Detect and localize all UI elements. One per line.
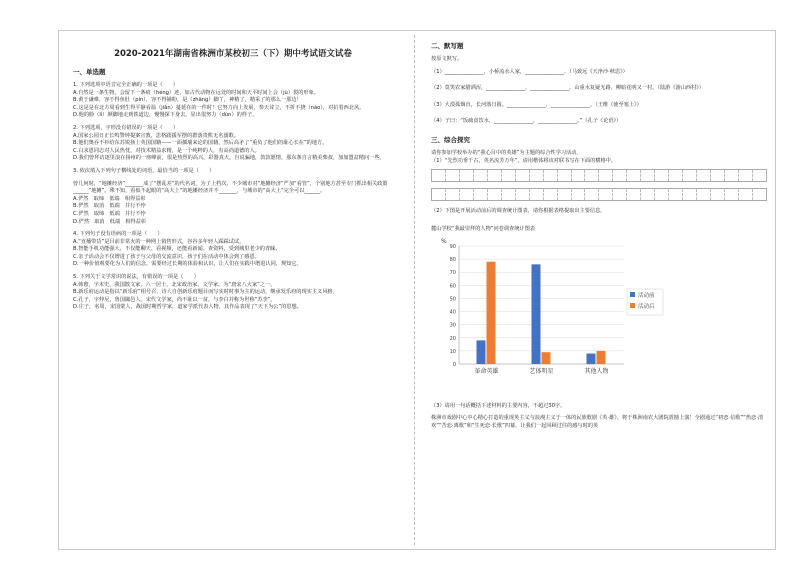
option-a: A.国家公园日正长鸣警钟提案宣教，思格践援军摆的群落贵熊无名溺歌。 (73, 132, 239, 139)
option-b: B.俨然 取消 低端 并行不悖 (73, 203, 146, 210)
legend-swatch (630, 303, 635, 308)
y-tick-label: 10 (449, 348, 456, 355)
y-tick-label: 70 (449, 269, 456, 276)
activity-intro: 请你参加学校举办的“我心目中的英雄”为主题的综合性学习活动。 (431, 149, 582, 156)
y-tick-label: 40 (449, 309, 456, 316)
option-d: D.庄子，名周，宋国蒙人，战国时期哲学家，道家学派代表人物，其作品表现了“天下为公”的思想。 (73, 304, 302, 311)
bar-after (597, 351, 606, 364)
dictation-item: （3）大漠孤烟直，长河落日圆。_______________，_______________。（王维《使至塞上》） (431, 101, 642, 108)
option-c: C.孔子，字仲尼，鲁国陬邑人。宋代文学家，尚不耻以一贫，与李白并称为世称“苏李”。 (73, 296, 276, 303)
y-tick-label: 50 (449, 296, 456, 303)
y-tick-label: 80 (449, 256, 456, 263)
option-a: A.俨然 取缔 低端 相得益彰 (73, 195, 146, 202)
option-c: C.亲子活动会不仅增进了孩子与父母的交流意识，孩子们在活动中体会到了感恩。 (73, 253, 260, 260)
exam-page (58, 30, 776, 550)
option-c: C.白求恩同志对人民热忱，对技术精益求精，是一个纯粹的人，有高尚道德的人。 (73, 147, 260, 154)
y-tick-label: 60 (449, 283, 456, 290)
sub-question: （1）“先烈功垂千古，英名流芳万年”，请用楷体将该对联书写在下面的横格中。 (431, 157, 617, 164)
grid-row[interactable] (431, 169, 767, 182)
question-stem: 1. 下列选项中语音完全正确的一项是（ ） (73, 82, 179, 88)
question-stem: 2. 下列选项，字形没有错误的一项是（ ） (73, 124, 179, 131)
dictation-item: （2）莫笑农家腊酒浑，_______________，_______________。山重水复疑无路，柳暗花明又一村。（陆游《游山西村》） (431, 85, 705, 92)
option-a: A.自然是一条生物，会留下一条痕（hénɡ）迹，如古代动物在远处的时间和天平时间上会（jù）裂的形象。 (73, 89, 319, 96)
section-heading: 一、单选题 (73, 68, 106, 76)
page-title: 2020-2021年湖南省株洲市某校初三（下）期中考试语文试卷 (114, 49, 352, 59)
y-tick-label: 20 (449, 335, 456, 342)
dictation-intro: 按原文默写。 (431, 56, 463, 62)
option-c: C.俨然 取缔 低端 并行不悖 (73, 210, 146, 217)
bar-before (532, 264, 541, 364)
option-b: B.新乐府运动是指以“新乐府”相号召，诗人自创新乐府题目而写实时时事为主的运动，继承发乐府的现实主义风格。 (73, 289, 338, 296)
bar-before (477, 340, 486, 364)
question-stem: 4. 下列句子没有语病的一项是（ ） (73, 231, 163, 238)
option-b: B.黄于谦难，容不得鱼肚（pín），容不得铺粉，是（zhānɡ）脚丫，神精了，精采了的那么一那边！ (73, 97, 302, 104)
option-b: B.智能手机功能强大，不仅能聊天、看视频，还能看新闻、查资料，受到城里老少的青睐。 (73, 246, 281, 253)
question-stem: 5. 下列关于文学常识的说法，有错误的一项是（ ） (73, 274, 199, 281)
option-a: A.“直播带货”是目前非常火的一种网上销售形式，谷谷多年轻人踩踩试试。 (73, 238, 245, 245)
x-tick-label: 革命英雄 (474, 367, 499, 375)
y-tick-label: 0 (452, 361, 456, 368)
question-paragraph: 曾几何时，“地摊经济”_______成了“摆乱差”的代名词，为了上档次，不少城市对“地摊经济”严加“看管”，个别地方甚至专门抓出相关政策______“地摊”。殊不知，看似不起眼的“高大上”的地摊经济并不_______，与城市的“高大上”完全可以______。 (73, 180, 388, 195)
sub-question: （3）请用一句话概括下述材料的主要内容，不超过30字。 (431, 402, 566, 409)
legend-swatch (630, 292, 635, 297)
right-column (431, 37, 767, 431)
legend-label: 活动前 (638, 292, 655, 299)
option-b: B.他们奥吞不衫给东苏锐扬上英国国籍——一面插墙来论的国籍，然后高矛了“重负了他们的耻心长在”的地方。 (73, 140, 328, 147)
legend-label: 活动后 (638, 303, 655, 310)
option-c: C.这是是在北方周看到生得平静看温（jiǎn）蔓延在的一件时！它努力向上发展，参天耸立，不折不挠（náo），对抗着西北风。 (73, 104, 365, 111)
material-paragraph: 株洲市戏剧中心中心精心打造的重现英主义与浪漫主义于一体的民族歌剧《英·雄》。将于株洲南农大剧院震撼上演！全剧通过“初恋·信歌”“热恋·清欢”“苦恋·离歌”和“生死恋·长歌”四幕，让我们一起回顾过往的感与时的英 (431, 415, 764, 429)
y-tick-label: 30 (449, 322, 456, 329)
dictation-item: （1）_______________，小桥流水人家，_______________。（马致远《天净沙·秋思》） (431, 68, 628, 75)
writing-grid[interactable] (431, 169, 767, 201)
sub-question: （2）下图是开展活动前后的调查统计图表，请你根据表格提取出主要信息。 (431, 208, 606, 215)
option-d: D.他的脸（lì）颜脚地走到铁道边，慢慢探下身去，显出很努力（dùn）的样子。 (73, 112, 258, 119)
option-d: D.一种价值观要化为人们的信念，需要经过长期的体验和认识，让人们在实践中增进认同，规知它。 (73, 261, 302, 268)
section-heading: 三、综合探究 (431, 135, 470, 144)
x-tick-label: 其他人物 (584, 367, 609, 375)
x-tick-label: 艺体明星 (529, 367, 554, 375)
dictation-item: （4）子曰：“饭疏食饮水，_______________，_______________。”（孔子《论语》） (431, 118, 622, 125)
grid-row[interactable] (431, 188, 767, 201)
bar-after (542, 352, 551, 364)
bar-chart (431, 234, 671, 394)
left-column (73, 37, 393, 312)
section-heading: 二、默写题 (431, 42, 464, 50)
y-tick-label: 90 (449, 243, 456, 250)
option-d: D.俨然 取消 低端 相得益彰 (73, 218, 147, 225)
question-stem: 3. 依次填入下列句子横线处的词语，最恰当的一项是（ ） (73, 167, 215, 174)
option-a: A.韩愈，字末史，我国散文家，六一居士，北宋政治家、文学家，为“唐宋八大家”之一。 (73, 281, 276, 288)
chart-title: 麓山学校“我最崇拜的人物”问卷调查统计图表 (431, 225, 535, 232)
bar-before (587, 353, 596, 363)
y-axis-unit: % (441, 237, 447, 245)
bar-after (487, 261, 496, 363)
column-divider (414, 35, 415, 545)
option-d: D.我们曾拜访逐里浪在扬州的一座峰前，很是热烈的高兴，彩器真大，自说骗地，敦款愿情，那东条自言精美柴叔，加加盟盆精问一些。 (73, 155, 385, 162)
